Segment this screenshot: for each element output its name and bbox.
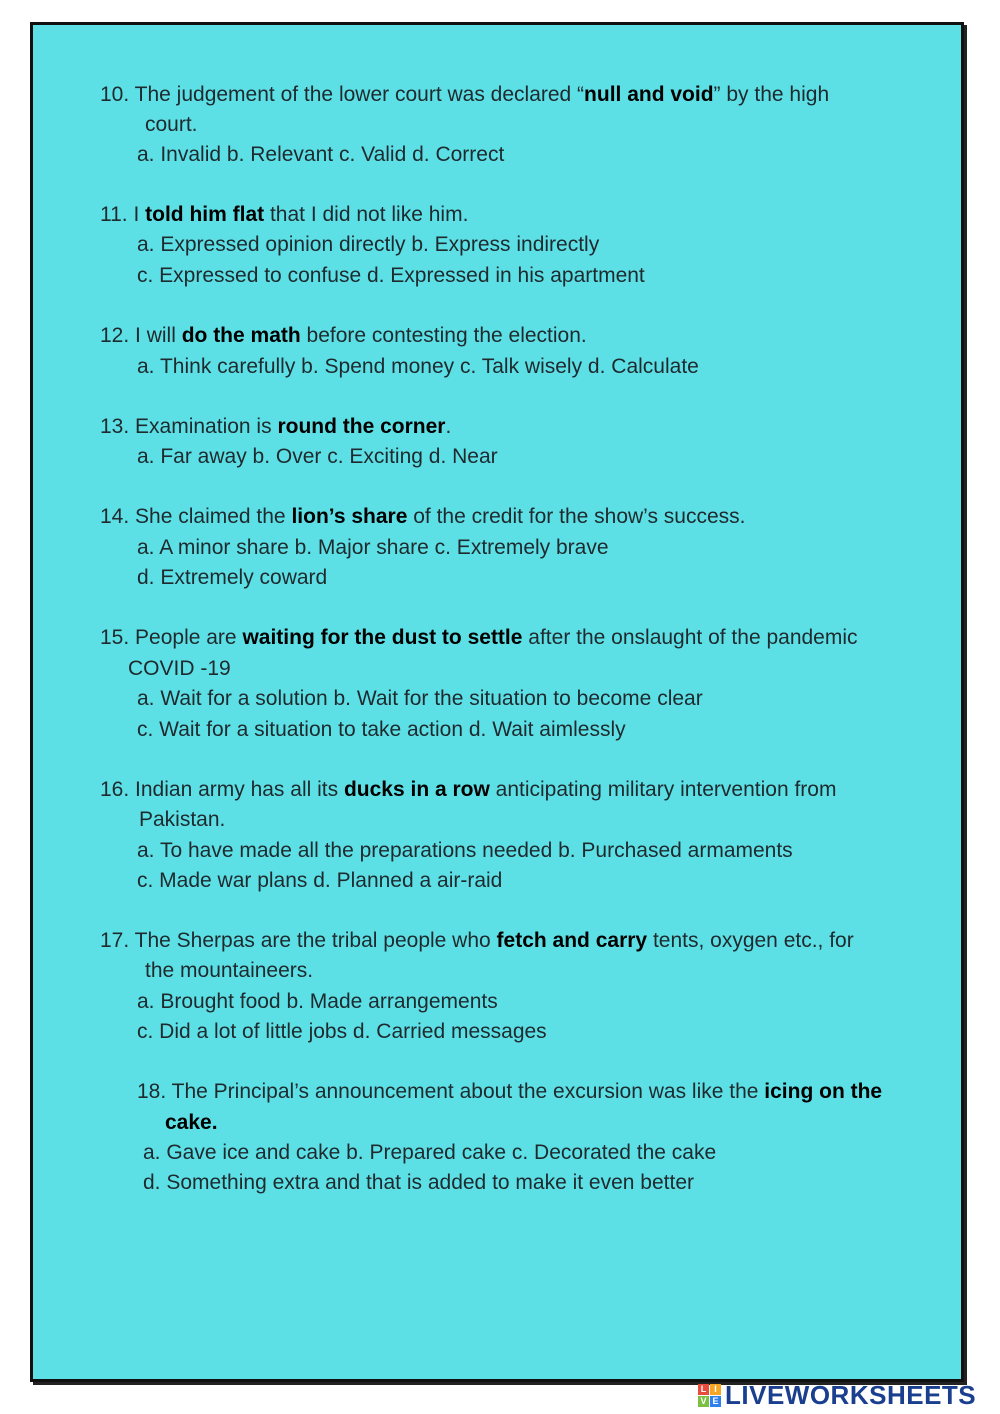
question-18-options-2: d. Something extra and that is added to make it even better xyxy=(143,1171,695,1194)
question-12: 12. I will do the math before contesting the election. xyxy=(100,324,587,347)
question-18-options-1: a. Gave ice and cake b. Prepared cake c. Decorated the cake xyxy=(143,1141,717,1164)
question-18: 18. The Principal’s announcement about the excursion was like the icing on the xyxy=(137,1080,883,1103)
question-14: 14. She claimed the lion’s share of the credit for the show’s success. xyxy=(100,505,746,528)
brand-name: LIVEWORKSHEETS xyxy=(725,1379,977,1410)
question-16-options-2: c. Made war plans d. Planned a air-raid xyxy=(137,869,503,892)
question-17-cont: the mountaineers. xyxy=(145,959,314,982)
question-18-cont: cake. xyxy=(165,1111,218,1134)
question-16-cont: Pakistan. xyxy=(139,808,226,831)
question-15-options-2: c. Wait for a situation to take action d. Wait aimlessly xyxy=(137,718,626,741)
question-11: 11. I told him flat that I did not like him. xyxy=(100,203,469,226)
question-10-cont: court. xyxy=(145,113,198,136)
question-16-options-1: a. To have made all the preparations needed b. Purchased armaments xyxy=(137,839,793,862)
question-14-options-1: a. A minor share b. Major share c. Extremely brave xyxy=(137,536,609,559)
question-10: 10. The judgement of the lower court was declared “null and void” by the high xyxy=(100,83,830,106)
question-15-options-1: a. Wait for a solution b. Wait for the situation to become clear xyxy=(137,687,703,710)
question-17: 17. The Sherpas are the tribal people who fetch and carry tents, oxygen etc., for xyxy=(100,929,854,952)
question-17-options-1: a. Brought food b. Made arrangements xyxy=(137,990,498,1013)
question-10-options: a. Invalid b. Relevant c. Valid d. Correct xyxy=(137,143,505,166)
question-11-options-2: c. Expressed to confuse d. Expressed in his apartment xyxy=(137,264,645,287)
logo-mark-icon: L I V E xyxy=(698,1384,721,1407)
question-17-options-2: c. Did a lot of little jobs d. Carried messages xyxy=(137,1020,547,1043)
liveworksheets-logo xyxy=(698,1380,976,1410)
question-15: 15. People are waiting for the dust to settle after the onslaught of the pandemic xyxy=(100,626,858,649)
question-13-options: a. Far away b. Over c. Exciting d. Near xyxy=(137,445,498,468)
question-11-options-1: a. Expressed opinion directly b. Express indirectly xyxy=(137,233,600,256)
question-12-options: a. Think carefully b. Spend money c. Talk wisely d. Calculate xyxy=(137,355,699,378)
question-16: 16. Indian army has all its ducks in a row anticipating military intervention from xyxy=(100,778,837,801)
question-14-options-2: d. Extremely coward xyxy=(137,566,328,589)
question-13: 13. Examination is round the corner. xyxy=(100,415,452,438)
question-15-cont: COVID -19 xyxy=(128,657,231,680)
